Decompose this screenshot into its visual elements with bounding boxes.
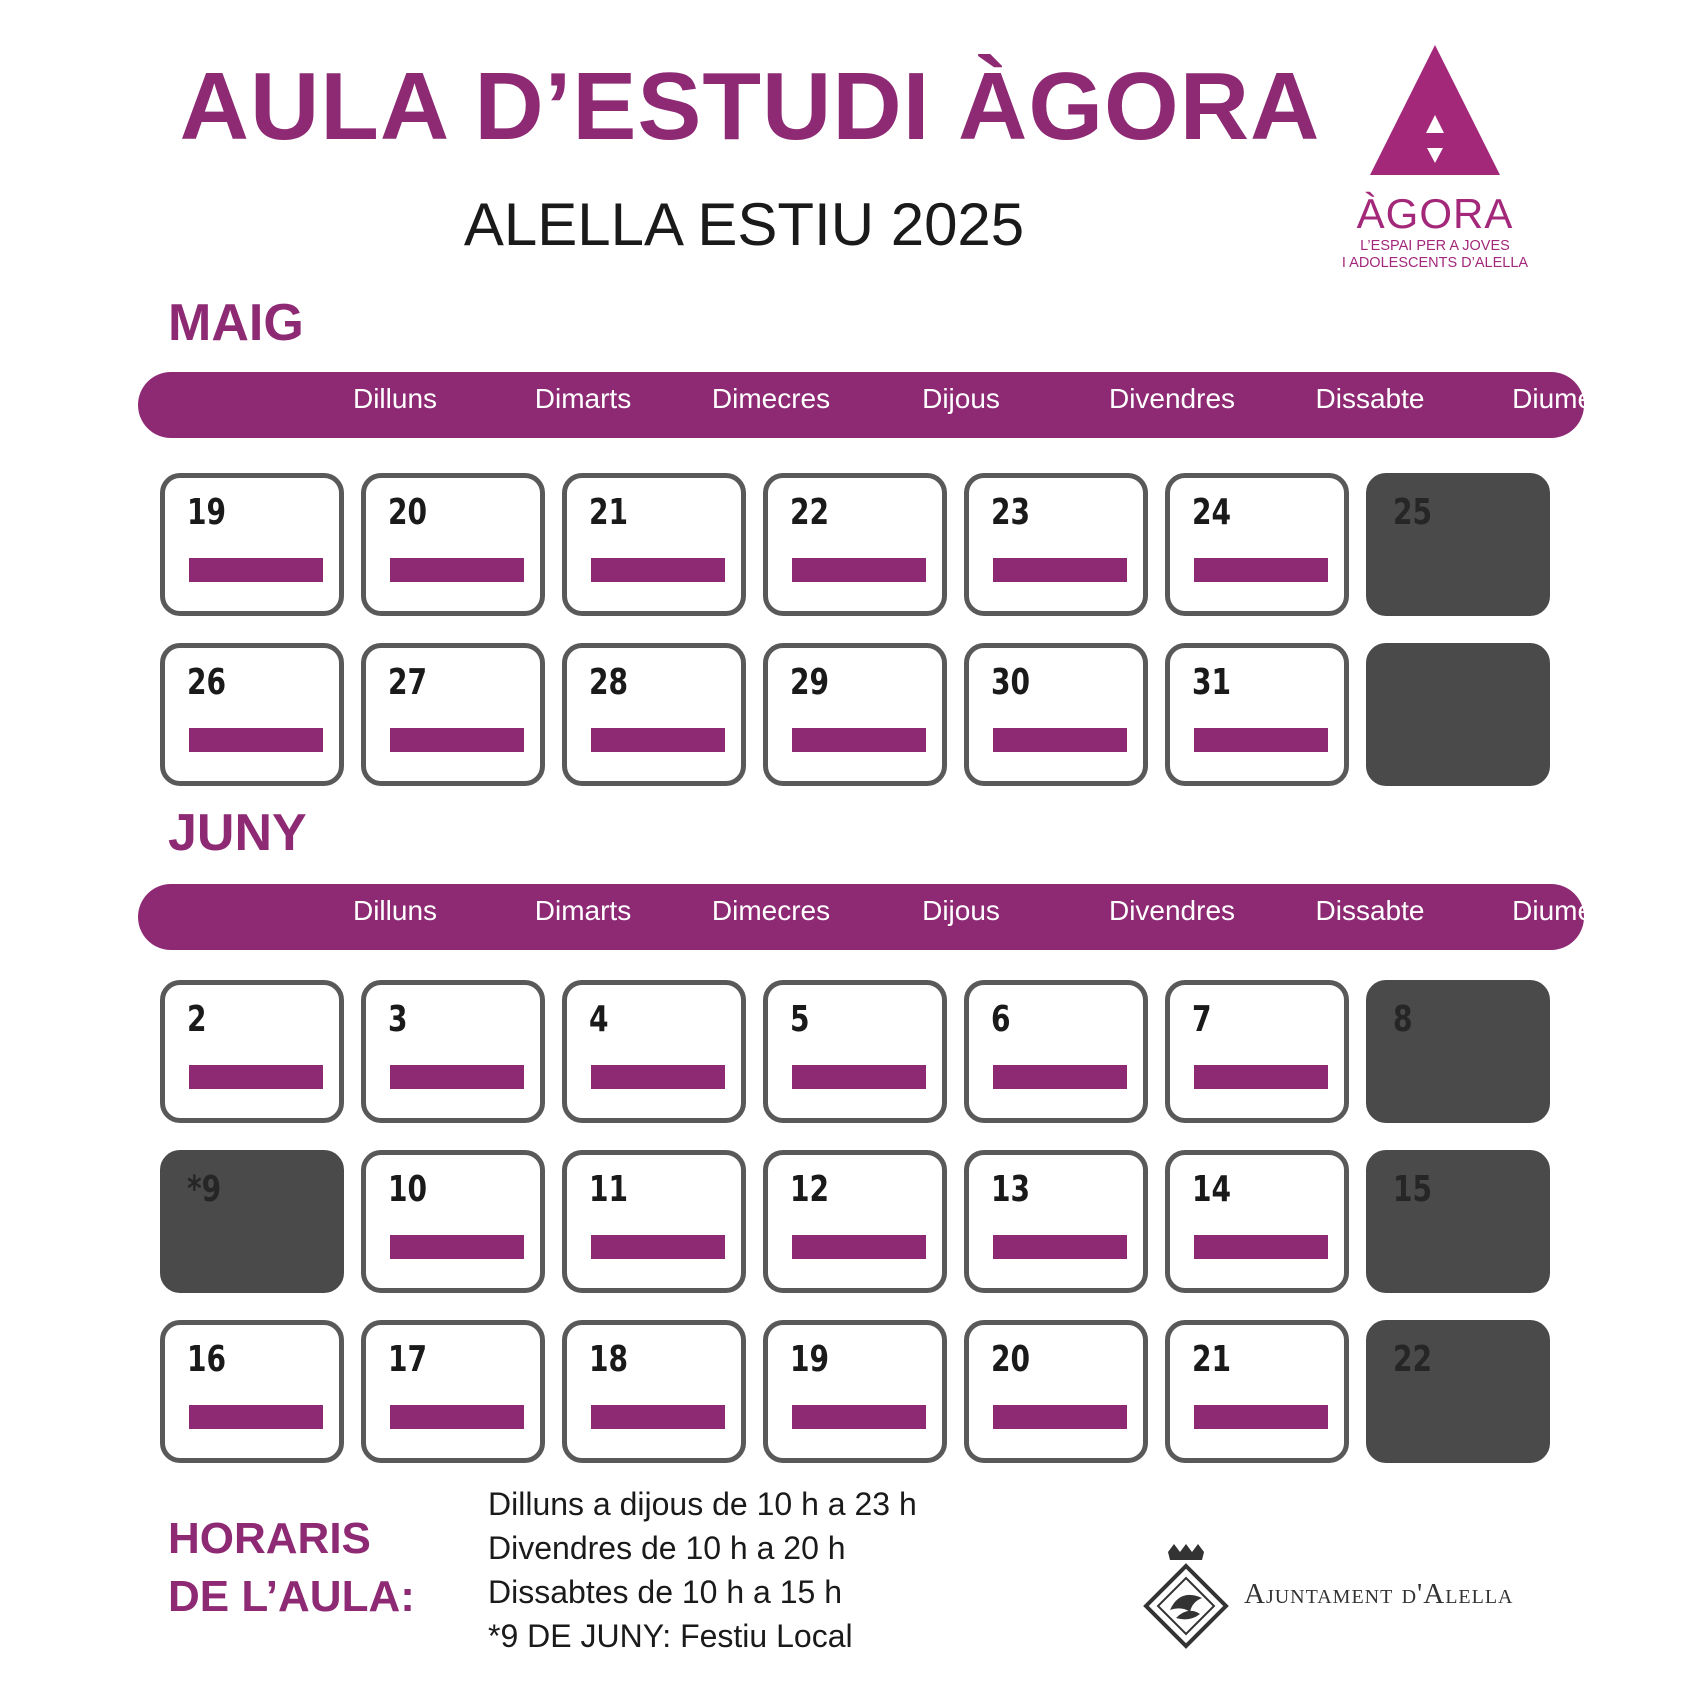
open-indicator-bar [1194, 728, 1328, 752]
open-indicator-bar [591, 558, 725, 582]
open-indicator-bar [993, 1235, 1127, 1259]
day-cell-open [562, 1150, 746, 1293]
day-number: 12 [790, 1169, 830, 1210]
day-number: 27 [388, 662, 428, 703]
weekday-header-juny [138, 884, 1640, 950]
logo-tagline-1: L’ESPAI PER A JOVES [1360, 238, 1510, 254]
day-number: 25 [1393, 492, 1433, 533]
coat-of-arms-icon [1140, 1540, 1232, 1650]
day-number: 30 [991, 662, 1031, 703]
day-cell-open [763, 643, 947, 786]
open-indicator-bar [993, 1405, 1127, 1429]
day-number: 21 [589, 492, 629, 533]
day-number: 16 [187, 1339, 227, 1380]
day-cell-closed [1366, 473, 1550, 616]
day-number: 5 [790, 999, 810, 1040]
day-number: *9 [187, 1169, 222, 1210]
weekday-divendres: Divendres [1108, 895, 1236, 926]
day-number: 13 [991, 1169, 1031, 1210]
council-name: Ajuntament d'Alella [1244, 1578, 1514, 1610]
open-indicator-bar [993, 558, 1127, 582]
day-cell-open [160, 1320, 344, 1463]
day-cell-closed [1366, 1150, 1550, 1293]
day-number: 2 [187, 999, 207, 1040]
hours-line: Dissabtes de 10 h a 15 h [488, 1574, 843, 1610]
day-cell-open [160, 980, 344, 1123]
day-cell-closed [1366, 980, 1550, 1123]
open-indicator-bar [993, 728, 1127, 752]
open-indicator-bar [792, 1065, 926, 1089]
day-number: 28 [589, 662, 629, 703]
open-indicator-bar [792, 728, 926, 752]
day-cell-open [964, 643, 1148, 786]
weekday-dissabte: Dissabte [1315, 895, 1425, 926]
hours-title-line-1: HORARIS [168, 1514, 371, 1563]
day-cell-open [1165, 1320, 1349, 1463]
open-indicator-bar [591, 1405, 725, 1429]
day-number: 15 [1393, 1169, 1433, 1210]
weekday-dimecres: Dimecres [711, 895, 831, 926]
weekday-dijous: Dijous [922, 383, 1000, 414]
day-cell-closed [160, 1150, 344, 1293]
day-cell-open [361, 1320, 545, 1463]
day-number: 6 [991, 999, 1011, 1040]
day-cell-open [763, 1150, 947, 1293]
day-number: 26 [187, 662, 227, 703]
hours-title [168, 1510, 415, 1626]
day-cell-open [361, 473, 545, 616]
weekday-dimarts: Dimarts [534, 895, 632, 926]
page-subtitle: ALELLA ESTIU 2025 [463, 191, 1025, 258]
open-indicator-bar [390, 1405, 524, 1429]
day-number: 20 [991, 1339, 1031, 1380]
day-cell-open [1165, 473, 1349, 616]
weekday-divendres: Divendres [1108, 383, 1236, 414]
weekday-diumenge: Diumenge [1512, 895, 1640, 926]
open-indicator-bar [792, 1235, 926, 1259]
day-number: 20 [388, 492, 428, 533]
day-cell-open [763, 1320, 947, 1463]
day-cell-open [160, 473, 344, 616]
day-number: 23 [991, 492, 1031, 533]
open-indicator-bar [1194, 1235, 1328, 1259]
weekday-dissabte: Dissabte [1315, 383, 1425, 414]
day-cell-open [1165, 1150, 1349, 1293]
weekday-dilluns: Dilluns [352, 383, 438, 414]
day-number: 29 [790, 662, 830, 703]
open-indicator-bar [1194, 1405, 1328, 1429]
day-cell-closed [1366, 643, 1550, 786]
day-number: 19 [187, 492, 227, 533]
day-cell-open [964, 980, 1148, 1123]
day-cell-open [763, 473, 947, 616]
month-title-maig: MAIG [168, 294, 304, 352]
day-cell-open [361, 980, 545, 1123]
day-cell-open [1165, 643, 1349, 786]
open-indicator-bar [1194, 1065, 1328, 1089]
day-number: 31 [1192, 662, 1232, 703]
day-number: 8 [1393, 999, 1413, 1040]
agora-logo [1330, 45, 1540, 270]
day-cell-open [964, 1320, 1148, 1463]
open-indicator-bar [993, 1065, 1127, 1089]
day-cell-open [562, 980, 746, 1123]
day-number: 18 [589, 1339, 629, 1380]
open-indicator-bar [591, 1065, 725, 1089]
month-title-juny: JUNY [168, 804, 307, 862]
open-indicator-bar [390, 1235, 524, 1259]
weekday-dilluns: Dilluns [352, 895, 438, 926]
day-number: 4 [589, 999, 609, 1040]
open-indicator-bar [189, 1405, 323, 1429]
council-logo [1140, 1540, 1580, 1650]
weekday-dimarts: Dimarts [534, 383, 632, 414]
open-indicator-bar [189, 728, 323, 752]
weekday-dijous: Dijous [922, 895, 1000, 926]
day-number: 3 [388, 999, 408, 1040]
day-cell-open [964, 473, 1148, 616]
day-number: 10 [388, 1169, 428, 1210]
day-cell-closed [1366, 1320, 1550, 1463]
hours-title-line-2: DE L’AULA: [168, 1572, 415, 1621]
day-cell-open [160, 643, 344, 786]
open-indicator-bar [390, 558, 524, 582]
day-cell-open [763, 980, 947, 1123]
weekday-dimecres: Dimecres [711, 383, 831, 414]
open-indicator-bar [390, 1065, 524, 1089]
day-cell-open [562, 643, 746, 786]
day-number: 14 [1192, 1169, 1232, 1210]
hours-line: Divendres de 10 h a 20 h [488, 1530, 846, 1566]
open-indicator-bar [591, 1235, 725, 1259]
page-title: AULA D’ESTUDI ÀGORA [179, 53, 1321, 160]
logo-name: ÀGORA [1356, 190, 1514, 237]
weekday-header-maig [138, 372, 1640, 438]
open-indicator-bar [792, 1405, 926, 1429]
day-number: 21 [1192, 1339, 1232, 1380]
hours-line: Dilluns a dijous de 10 h a 23 h [488, 1486, 917, 1522]
day-number: 24 [1192, 492, 1232, 533]
day-cell-open [361, 1150, 545, 1293]
day-number: 19 [790, 1339, 830, 1380]
day-cell-open [361, 643, 545, 786]
agora-triangle-icon [1370, 45, 1500, 185]
open-indicator-bar [189, 1065, 323, 1089]
weekday-diumenge: Diumenge [1512, 383, 1640, 414]
open-indicator-bar [591, 728, 725, 752]
open-indicator-bar [390, 728, 524, 752]
day-number: 22 [1393, 1339, 1433, 1380]
day-number: 11 [589, 1169, 629, 1210]
open-indicator-bar [792, 558, 926, 582]
day-cell-open [1165, 980, 1349, 1123]
day-number: 22 [790, 492, 830, 533]
hours-line: *9 DE JUNY: Festiu Local [488, 1618, 853, 1654]
open-indicator-bar [1194, 558, 1328, 582]
day-cell-open [562, 1320, 746, 1463]
logo-tagline-2: I ADOLESCENTS D’ALELLA [1341, 255, 1529, 271]
day-number: 7 [1192, 999, 1212, 1040]
hours-list [488, 1482, 917, 1658]
open-indicator-bar [189, 558, 323, 582]
day-number: 17 [388, 1339, 428, 1380]
day-cell-open [562, 473, 746, 616]
day-cell-open [964, 1150, 1148, 1293]
